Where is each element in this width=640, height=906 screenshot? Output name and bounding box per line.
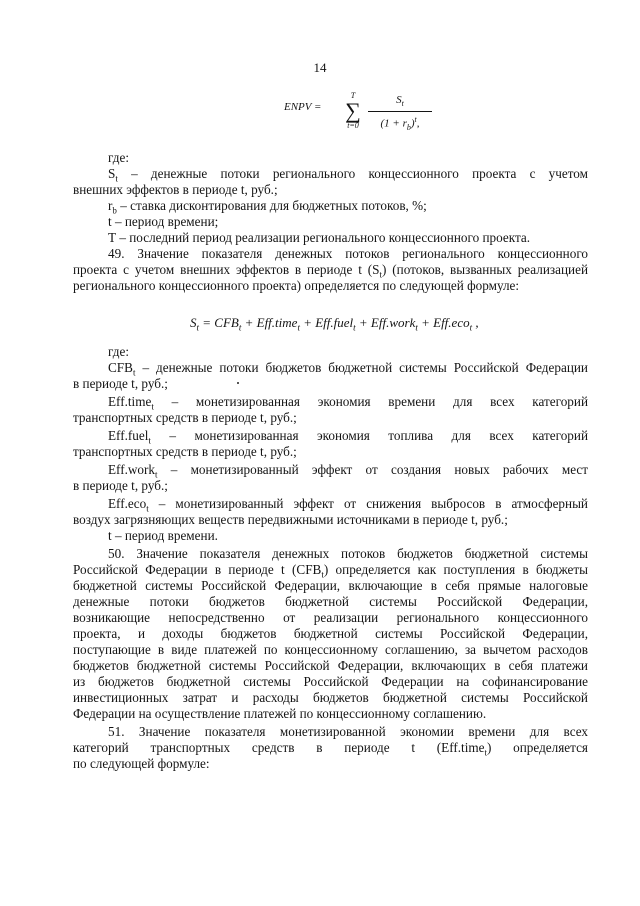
fraction-numerator: $S_t$	[396, 94, 404, 109]
def-work: Eff.work$_t$ – монетизированный эффект от создания новых рабочих мест	[108, 462, 588, 480]
p50-line-10: инвестиционных затрат и расходы бюджетов бюджетной системы Российской	[73, 690, 588, 705]
p50-line-11: Федерации на осуществление платежей по концессионному соглашению.	[73, 706, 487, 721]
def-cfb: $CFB_t$ – денежные потоки бюджетов бюджетной системы Российской Федерации	[108, 360, 588, 378]
sum-upper-limit: T	[350, 91, 356, 100]
def-eco: Eff.eco$_t$ – монетизированный эффект от снижения выбросов в атмосферный	[108, 496, 588, 514]
page-number: 14	[313, 60, 327, 75]
p50-line-6: проекта, и доходы бюджетов бюджетной системы Российской Федерации,	[73, 626, 588, 641]
def-rb: $r_b$ – ставка дисконтирования для бюджетных потоков, %;	[108, 198, 427, 216]
sum-lower-limit: t=0	[347, 121, 359, 130]
p49-line-1: 49. Значение показателя денежных потоков регионального концессионного	[108, 246, 588, 261]
def-eco-cont: воздух загрязняющих веществ передвижными источниками в периоде t, руб.;	[73, 512, 508, 527]
p50-line-1: 50. Значение показателя денежных потоков бюджетов бюджетной системы	[108, 546, 588, 561]
p49-line-3: регионального концессионного проекта) определяется по следующей формуле:	[73, 278, 520, 293]
def-t: t – период времени;	[108, 214, 219, 229]
fraction-bar	[368, 111, 432, 112]
p50-line-3: бюджетной системы Российской Федерации, включающие в себя прямые налоговые	[73, 578, 588, 593]
summation-symbol	[342, 92, 364, 130]
p49-line-2: проекта с учетом внешних эффектов в периоде t $(S_t)$ (потоков, вызванных реализацией	[73, 262, 588, 280]
p51-line-3: по следующей формуле:	[73, 756, 210, 771]
enpv-lhs: ENPV =	[284, 101, 322, 113]
def-cfb-cont: в периоде t, руб.;	[73, 376, 168, 391]
p50-line-7: поступающие в виде платежей по концессионному соглашению, за вычетом расходов	[73, 642, 588, 657]
gde-label-1: где:	[108, 150, 129, 165]
def-t-2: t – период времени.	[108, 528, 218, 543]
scan-speck	[237, 382, 239, 384]
def-st: $S_t$ – денежные потоки регионального концессионного проекта с учетом	[108, 166, 588, 184]
p51-line-2: категорий транспортных средств в периоде t (Eff.time$_t$) определяется	[73, 740, 588, 758]
def-work-cont: в периоде t, руб.;	[73, 478, 168, 493]
def-time-cont: транспортных средств в периоде t, руб.;	[73, 410, 297, 425]
p50-line-5: возникающие непосредственно от реализации регионального концессионного	[73, 610, 588, 625]
def-fuel: Eff.fuel$_t$ – монетизированная экономия топлива для всех категорий	[108, 428, 588, 446]
enpv-formula	[284, 92, 444, 132]
def-fuel-cont: транспортных средств в периоде t, руб.;	[73, 444, 297, 459]
sigma-icon: ∑	[345, 98, 361, 123]
def-T: Т – последний период реализации регионального концессионного проекта.	[108, 230, 531, 245]
st-formula: $S_t = CFB_t$ + Eff.time$_t$ + Eff.fuel$_t$ + Eff.work$_t$ + Eff.eco$_t$ ,	[190, 315, 479, 333]
gde-label-2: где:	[108, 344, 129, 359]
fraction-denominator: $(1 + r_b)^t$,	[380, 115, 420, 133]
p50-line-8: бюджетов бюджетной системы Российской Федерации, включающих в себя платежи	[73, 658, 588, 673]
p50-line-2: Российской Федерации в периоде t $(CFB_t)$ определяется как поступления в бюджеты	[73, 562, 588, 580]
enpv-fraction	[368, 94, 432, 134]
def-time: Eff.time$_t$ – монетизированная экономия времени для всех категорий	[108, 394, 588, 412]
def-st-cont: внешних эффектов в периоде t, руб.;	[73, 182, 278, 197]
p50-line-9: из бюджетов бюджетной системы Российской Федерации на софинансирование	[73, 674, 588, 689]
p51-line-1: 51. Значение показателя монетизированной экономии времени для всех	[108, 724, 588, 739]
p50-line-4: денежные потоки бюджетов бюджетной системы Российской Федерации,	[73, 594, 588, 609]
